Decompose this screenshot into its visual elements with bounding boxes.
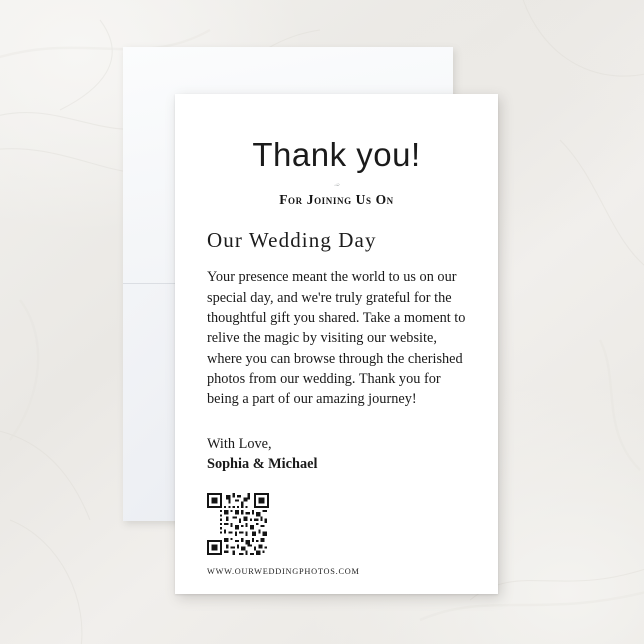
signoff-names: Sophia & Michael	[207, 456, 318, 473]
card-body-text: Your presence meant the world to us on our special day, and we're truly grateful for the thoughtful gift you shared. Take a moment to relive the magic by visiting our website, where you can browse through the cherished photos from our wedding. Thank you for being a part of our amazing journey!	[207, 269, 466, 408]
qr-code-icon[interactable]	[207, 493, 269, 555]
card-occasion-title: Our Wedding Day	[207, 228, 377, 253]
card-subheading: For Joining Us On	[279, 192, 394, 208]
signoff-line: With Love,	[207, 435, 272, 452]
card-signoff	[207, 434, 466, 475]
qr-code-container[interactable]	[207, 493, 466, 555]
website-url: WWW.OURWEDDINGPHOTOS.COM	[207, 567, 360, 576]
thank-you-card	[175, 94, 498, 594]
wedding-rings-icon	[287, 183, 387, 186]
page-title: Thank you!	[252, 136, 421, 173]
